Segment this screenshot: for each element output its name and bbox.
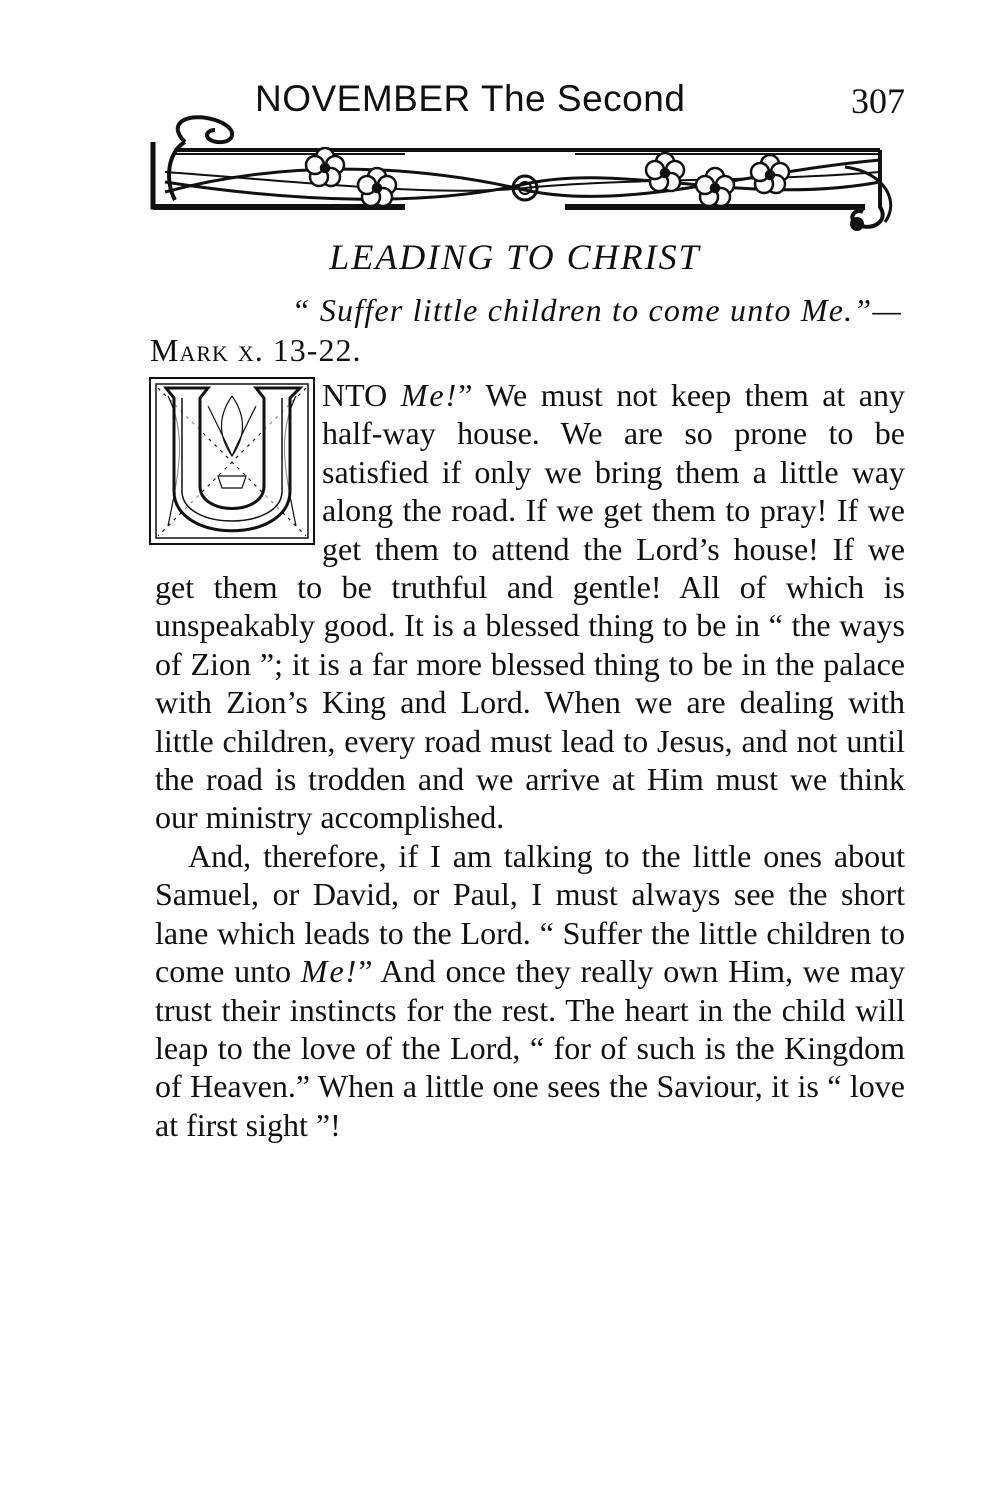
drop-cap-space: [150, 376, 322, 564]
floral-ornament-icon: [145, 112, 905, 237]
scripture-reference: Mark x. 13-22.: [150, 332, 362, 368]
p1-text-a: NTO: [322, 377, 401, 413]
paragraph-2: [155, 837, 905, 1144]
p1-emphasis: Me!: [400, 377, 459, 413]
p1-text-b: ” We must not keep them at any half-way house. We are so prone to be satisfied if only we bring them a little way along the road. If we get them to pray! If we get them to attend the Lord’s house! If we get them to be truthful and gentle! All of which is unspeakably good. It is a blessed thing to be in “ the ways of Zion ”; it is a far more blessed thing to be in the palace with Zion’s King and Lord. When we are dealing with little children, every road must lead to Jesus, and not until the road is trodden and we arrive at Him must we think our ministry accomplished.: [155, 377, 906, 836]
page-number: 307: [851, 81, 905, 121]
chapter-title: LEADING TO CHRIST: [329, 237, 701, 277]
epigraph: [150, 290, 902, 370]
p2-emphasis: Me!: [300, 953, 359, 990]
header-title: NOVEMBER The Second: [255, 78, 686, 119]
epigraph-quote: “ Suffer little children to come unto Me.”—: [291, 292, 902, 328]
p2-text-b: ” And once they really own Him, we may trust their instincts for the rest. The heart in the child will leap to the love of the Lord, “ for of such is the Kingdom of Heaven.” When a little one sees the Saviour, it is “ love at first sight ”!: [155, 953, 906, 1143]
p2-text-a: And, therefore, if I am talking to the little ones about Samuel, or David, or Paul, I must always see the short lane which leads to the Lord. “ Suffer the little children to come unto: [155, 837, 905, 990]
body-text: [155, 376, 905, 1144]
